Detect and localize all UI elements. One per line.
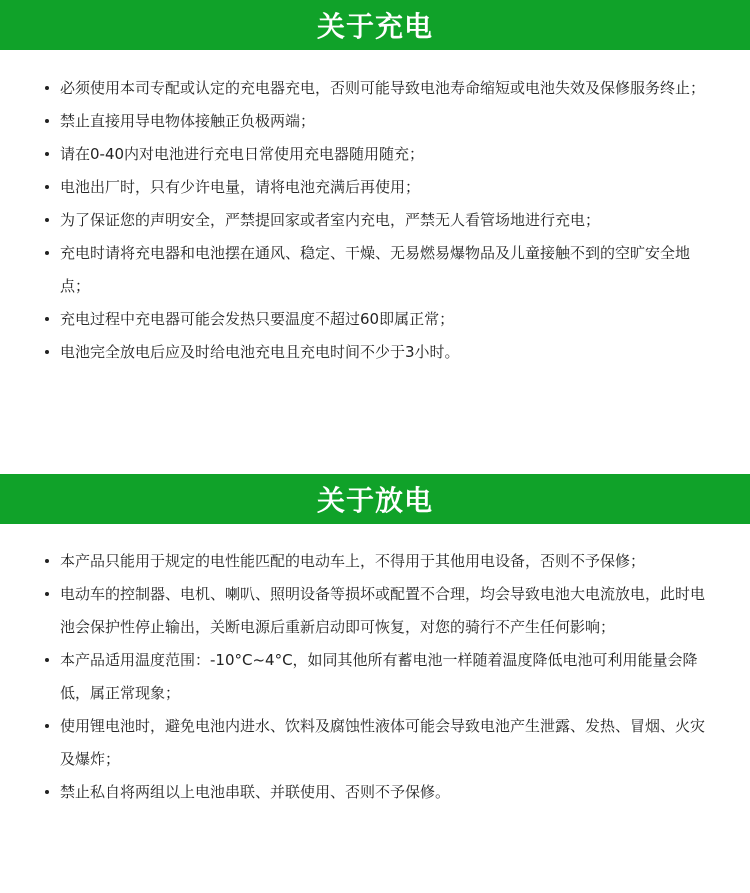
bullet-dot [45, 152, 49, 156]
bullet-dot [45, 724, 49, 728]
charging-section-header [0, 0, 750, 50]
bullet-dot [45, 185, 49, 189]
list-item [0, 204, 750, 237]
list-item-text: 禁止私自将两组以上电池串联、并联使用、否则不予保修。 [60, 783, 451, 801]
discharging-instructions-list [0, 545, 750, 809]
list-item [0, 72, 750, 105]
list-item [0, 303, 750, 336]
bullet-dot [45, 559, 49, 563]
list-item-text: 禁止直接用导电物体接触正负极两端； [60, 112, 316, 130]
list-item [0, 644, 750, 710]
list-item-text: 电池出厂时，只有少许电量，请将电池充满后再使用； [60, 178, 421, 196]
list-item-text: 本产品适用温度范围：-10°C~4°C，如同其他所有蓄电池一样随着温度降低电池可利用能量会降低，属正常现象； [60, 651, 698, 702]
bullet-dot [45, 658, 49, 662]
bullet-dot [45, 218, 49, 222]
charging-section-title: 关于充电 [316, 10, 433, 43]
list-item [0, 336, 750, 369]
list-item [0, 105, 750, 138]
list-item [0, 545, 750, 578]
list-item-text: 电动车的控制器、电机、喇叭、照明设备等损坏或配置不合理，均会导致电池大电流放电，此时电池会保护性停止输出，关断电源后重新启动即可恢复，对您的骑行不产生任何影响； [60, 585, 706, 636]
list-item-text: 必须使用本司专配或认定的充电器充电，否则可能导致电池寿命缩短或电池失效及保修服务终止； [60, 79, 706, 97]
list-item-text: 充电过程中充电器可能会发热只要温度不超过60即属正常； [60, 310, 455, 328]
list-item [0, 138, 750, 171]
list-item-text: 充电时请将充电器和电池摆在通风、稳定、干燥、无易燃易爆物品及儿童接触不到的空旷安全地点； [60, 244, 691, 295]
bullet-dot [45, 317, 49, 321]
bullet-dot [45, 86, 49, 90]
list-item-text: 电池完全放电后应及时给电池充电且充电时间不少于3小时。 [60, 343, 460, 361]
list-item [0, 710, 750, 776]
discharging-section-header [0, 474, 750, 524]
list-item [0, 578, 750, 644]
bullet-dot [45, 251, 49, 255]
list-item [0, 776, 750, 809]
list-item-text: 本产品只能用于规定的电性能匹配的电动车上，不得用于其他用电设备，否则不予保修； [60, 552, 646, 570]
list-item-text: 为了保证您的声明安全，严禁提回家或者室内充电，严禁无人看管场地进行充电； [60, 211, 601, 229]
list-item-text: 请在0-40内对电池进行充电日常使用充电器随用随充； [60, 145, 425, 163]
list-item [0, 237, 750, 303]
discharging-section-title: 关于放电 [316, 484, 433, 517]
list-item [0, 171, 750, 204]
list-item-text: 使用锂电池时，避免电池内进水、饮料及腐蚀性液体可能会导致电池产生泄露、发热、冒烟、火灾及爆炸； [60, 717, 706, 768]
charging-instructions-list [0, 72, 750, 369]
bullet-dot [45, 350, 49, 354]
bullet-dot [45, 790, 49, 794]
bullet-dot [45, 119, 49, 123]
bullet-dot [45, 592, 49, 596]
